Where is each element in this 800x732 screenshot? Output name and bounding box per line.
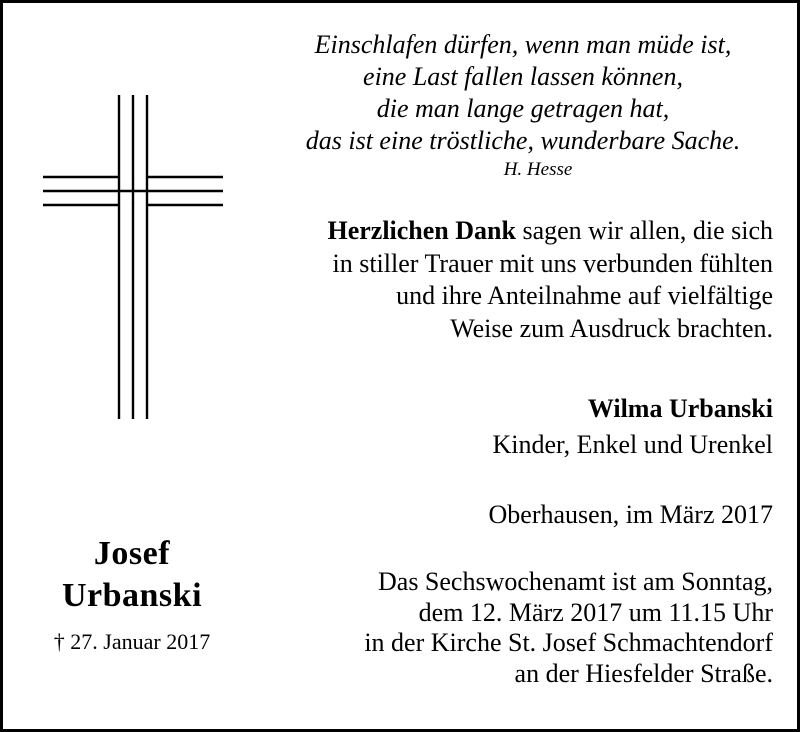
thanks-line: sagen wir allen, die sich: [515, 216, 773, 245]
cross-icon: [43, 95, 223, 424]
signer-name: Wilma Urbanski: [587, 394, 773, 423]
thanks-line: in stiller Trauer mit uns verbunden fühlten: [332, 248, 773, 278]
death-date: † 27. Januar 2017: [53, 629, 211, 654]
service-line: in der Kirche St. Josef Schmachtendorf: [364, 628, 773, 657]
memorial-service: [364, 567, 773, 689]
deceased-block: [27, 533, 237, 655]
signers: [492, 391, 773, 463]
hesse-quote: [253, 29, 793, 181]
quote-line: das ist eine tröstliche, wunderbare Sache.: [305, 126, 741, 155]
quote-line: eine Last fallen lassen können,: [363, 62, 683, 91]
thanks-heading: Herzlichen Dank: [327, 216, 516, 245]
quote-line: Einschlafen dürfen, wenn man müde ist,: [314, 30, 732, 59]
deceased-last-name: Urbanski: [61, 577, 203, 614]
service-line: dem 12. März 2017 um 11.15 Uhr: [418, 597, 773, 627]
thanks-text: [327, 215, 773, 345]
thanks-line: Weise zum Ausdruck brachten.: [450, 313, 773, 343]
service-line: Das Sechswochenamt ist am Sonntag,: [378, 567, 773, 596]
quote-author: H. Hesse: [503, 159, 573, 180]
place-date: Oberhausen, im März 2017: [488, 500, 773, 529]
signer-family: Kinder, Enkel und Urenkel: [492, 430, 773, 459]
thanks-line: und ihre Anteilnahme auf vielfältige: [396, 281, 773, 310]
service-line: an der Hiesfelder Straße.: [514, 658, 773, 688]
quote-line: die man lange getragen hat,: [376, 94, 670, 123]
deceased-first-name: Josef: [93, 535, 171, 572]
